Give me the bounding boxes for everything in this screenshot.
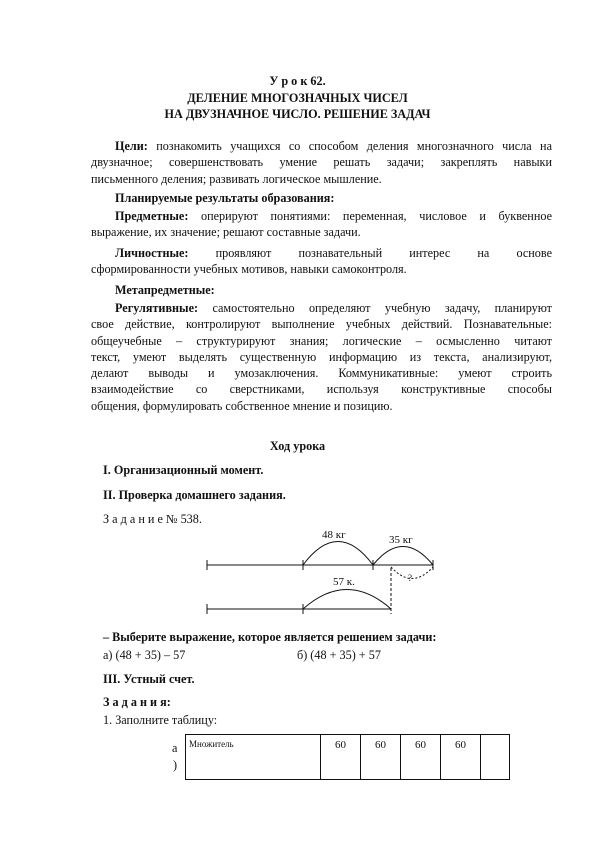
diagram-label-57: 57 к. [333,576,355,588]
goals-line2: двузначное; совершенствовать умение решать задачи; закреплять навыки [91,155,552,170]
tasks-label: З а д а н и я: [103,695,171,709]
subject-line1: оперируют понятиями: переменная, числовое и буквенное [200,209,552,223]
diagram-arc-35 [373,547,433,566]
lesson-number: У р о к 62. [269,74,326,88]
task-1: 1. Заполните таблицу: [103,713,218,727]
personal-label: Личностные: [115,246,189,260]
diagram-label-35: 35 кг [389,534,413,546]
stage-1: I. Организационный момент. [103,463,264,477]
option-a: а) (48 + 35) – 57 [103,648,186,662]
goals-label: Цели: [115,139,148,153]
subject-label: Предметные: [115,209,189,223]
regulative-line2: свое действие, контролируют выполнение учебных действий. Познавательные: [91,317,552,332]
table-marker-letter: а [172,741,178,755]
goals-line1: познакомить учащихся со способом деления многозначного числа на [156,139,552,153]
diagram-arc-48 [303,542,373,566]
stage-3: III. Устный счет. [103,672,195,686]
results-heading: Планируемые результаты образования: [115,191,335,205]
regulative-line5: делают выводы и умозаключения. Коммуникативные: умеют строить [91,366,552,381]
goals-line3: письменного деления; развивать логическое мышление. [91,171,382,186]
meta-heading: Метапредметные: [115,283,215,297]
personal-line2: сформированности учебных мотивов, навыки самоконтроля. [91,262,407,277]
subject-line2: выражение, их значение; решают составные задачи. [91,225,361,240]
page-title-line1: ДЕЛЕНИЕ МНОГОЗНАЧНЫХ ЧИСЕЛ [187,91,408,105]
regulative-line4: текст, умеют выделять существенную информацию из текста, анализируют, [91,349,552,364]
table-row-label: Множитель [186,735,321,780]
task-538-label: З а д а н и е № 538. [103,512,202,526]
table-cell-empty [481,735,510,780]
regulative-line3: общеучебные – структурируют знания; логические – осмысленно читают [91,333,552,348]
diagram-label-48: 48 кг [322,529,346,541]
table-cell: 60 [361,735,401,780]
table-marker-paren: ) [173,758,178,772]
diagram-label-question: ? [408,573,412,583]
diagram-arc-57 [303,590,391,610]
personal-line1: проявляют познавательный интерес на основе [215,246,552,260]
regulative-line6: взаимодействие со сверстниками, используя конструктивные способы [91,382,552,397]
stage-2: II. Проверка домашнего задания. [103,488,286,502]
regulative-line7: общения, формулировать собственное мнение и позицию. [91,398,393,413]
regulative-line1: самостоятельно определяют учебную задачу, планируют [212,301,552,315]
diagram-arc-question [391,567,433,579]
page-title-line2: НА ДВУЗНАЧНОЕ ЧИСЛО. РЕШЕНИЕ ЗАДАЧ [164,107,431,121]
table-row [186,735,510,780]
course-heading: Ход урока [269,439,326,453]
option-b: б) (48 + 35) + 57 [297,648,381,662]
table-cell: 60 [321,735,361,780]
table-cell: 60 [401,735,441,780]
table-cell: 60 [441,735,481,780]
multiplier-table [185,734,510,780]
regulative-label: Регулятивные: [115,301,199,315]
question-text: – Выберите выражение, которое является решением задачи: [103,630,437,644]
